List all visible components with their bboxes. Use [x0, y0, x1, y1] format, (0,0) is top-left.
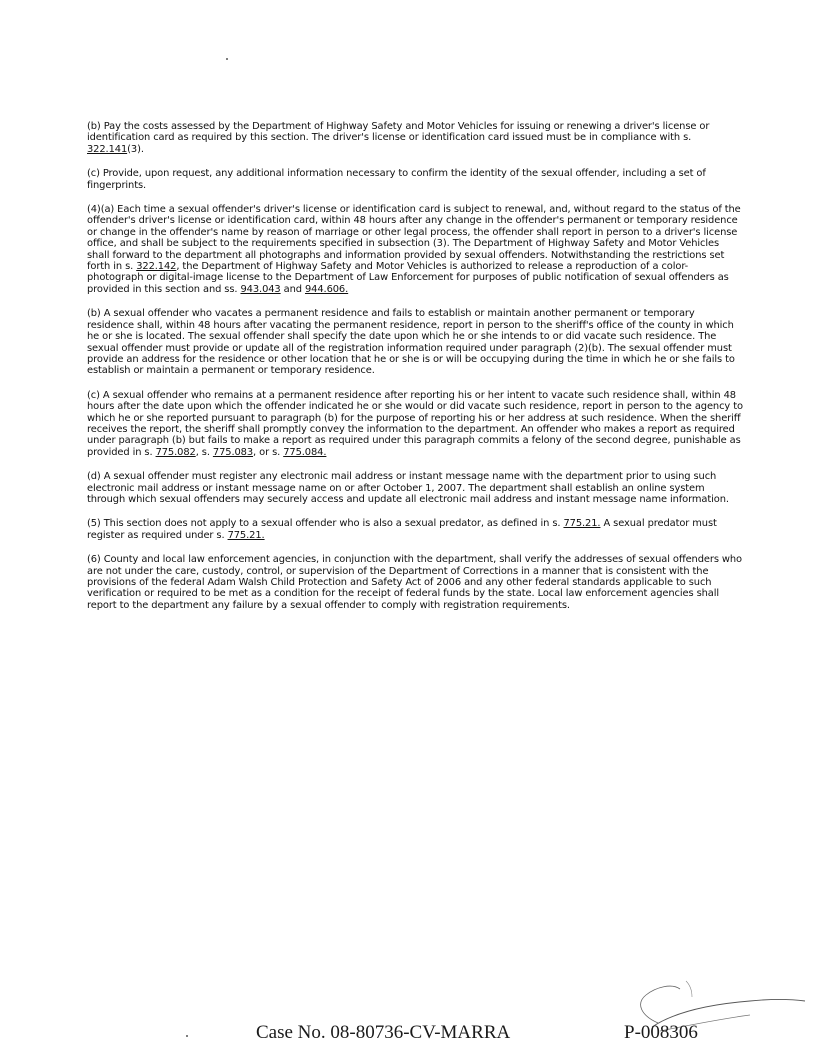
statute-reference-link[interactable]: 775.084. — [283, 446, 327, 458]
paragraph-text: (c) A sexual offender who remains at a permanent residence after reporting his or her intent to vacate such residence shall, within 48 hours after the date upon which the offender indicated he or she would or did vacate such residence, report in person to the agency to which he or she reported pursuant to paragraph (b) for the purpose of reporting his or her address at such residence. When the sheriff receives the report, the sheriff shall promptly convey the information to the department. An offender who makes a report as required under paragraph (b) but fails to make a report as required under this paragraph commits a felony of the second degree, punishable as provided in s. — [87, 389, 743, 458]
paragraph-text: (6) County and local law enforcement agencies, in conjunction with the department, shall verify the addresses of sexual offenders who are not under the care, custody, control, or supervision of the Department of Corrections in a manner that is consistent with the provisions of the federal Adam Walsh Child Protection and Safety Act of 2006 and any other federal standards applicable to such verification or required to be met as a condition for the receipt of federal funds by the state. Local law enforcement agencies shall report to the department any failure by a sexual offender to comply with registration requirements. — [87, 554, 742, 611]
statute-reference-link[interactable]: 775.21. — [227, 529, 265, 541]
statute-text — [87, 121, 743, 624]
paragraph-p3c — [87, 168, 743, 191]
paragraph-text: A sexual predator must register as required under s. — [87, 518, 717, 541]
statute-reference-link[interactable]: 322.141 — [87, 143, 128, 155]
bates-number: P-008306 — [624, 1022, 698, 1043]
statute-reference-link[interactable]: 944.606. — [304, 283, 349, 295]
statute-reference-link[interactable]: 943.043 — [240, 283, 281, 295]
paragraph-p4c — [87, 390, 743, 458]
paragraph-text: (c) Provide, upon request, any additional information necessary to confirm the identity of the sexual offender, including a set of fingerprints. — [87, 168, 706, 191]
paragraph-text: (b) A sexual offender who vacates a permanent residence and fails to establish or maintain another permanent or temporary residence shall, within 48 hours after vacating the permanent residence, report in person to the sheriff's office of the county in which he or she is located. The sexual offender shall specify the date upon which he or she intends to or did vacate such residence. The sexual offender must provide or update all of the registration information required under paragraph (2)(b). The sexual offender must provide an address for the residence or other location that he or she is or will be occupying during the time in which he or she fails to establish or maintain a permanent or temporary residence. — [87, 308, 735, 377]
paragraph-text: (5) This section does not apply to a sexual offender who is also a sexual predator, as defined in s. — [87, 518, 564, 530]
paragraph-p4b — [87, 308, 743, 376]
paragraph-p6 — [87, 554, 743, 611]
paragraph-text: (4)(a) Each time a sexual offender's driver's license or identification card is subject to renewal, and, without regard to the status of the offender's driver's license or identification card, within 48 hours after any change in the offender's permanent or temporary residence or change in the offender's name by reason of marriage or other legal process, the offender shall report in person to a driver's license office, and shall be subject to the requirements specified in subsection (3). The Department of Highway Safety and Motor Vehicles shall forward to the department all photographs and information provided by sexual offenders. Notwithstanding the restrictions set forth in s. — [87, 204, 741, 273]
paragraph-text: , or s. — [253, 446, 284, 458]
statute-reference-link[interactable]: 775.082 — [155, 446, 196, 458]
paragraph-p4a — [87, 204, 743, 295]
paragraph-text: (d) A sexual offender must register any electronic mail address or instant message name with the department prior to using such electronic mail address or instant message name on or after October 1, 2007. The department shall establish an online system through which sexual offenders may securely access and update all electronic mail address and instant message name information. — [87, 471, 729, 505]
statute-reference-link[interactable]: 322.142 — [136, 261, 177, 273]
paragraph-p5 — [87, 518, 743, 541]
paragraph-text: (b) Pay the costs assessed by the Department of Highway Safety and Motor Vehicles for issuing or renewing a driver's license or identification card as required by this section. The driver's license or identification card issued must be in compliance with s. — [87, 121, 710, 144]
case-number: Case No. 08-80736-CV-MARRA — [256, 1022, 511, 1043]
paragraph-p3b — [87, 121, 743, 155]
statute-reference-link[interactable]: 775.083 — [212, 446, 254, 458]
paragraph-p4d — [87, 471, 743, 505]
paragraph-text: , s. — [195, 446, 213, 458]
scan-speck — [226, 58, 228, 60]
scan-speck — [186, 1035, 188, 1037]
paragraph-text: and — [280, 283, 305, 295]
paragraph-text: , the Department of Highway Safety and Motor Vehicles is authorized to release a reproduction of a color-photograph or digital-image license to the Department of Law Enforcement for purposes of public notification of sexual offenders as provided in this section and ss. — [87, 261, 729, 295]
statute-reference-link[interactable]: 775.21. — [563, 518, 601, 530]
paragraph-text: (3). — [127, 143, 144, 155]
